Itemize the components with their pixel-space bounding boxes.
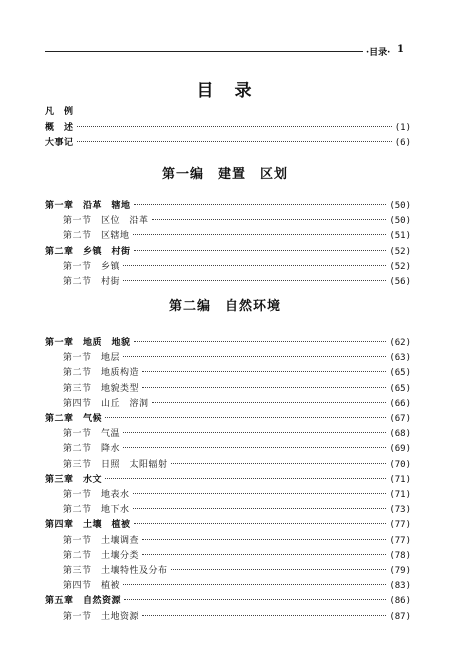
toc-section-entry[interactable] [63,442,411,456]
toc-entry-label: 第三章 水文 [45,475,103,485]
toc-entry-page: (71) [389,490,411,500]
toc-section-entry[interactable] [63,382,411,396]
toc-entry-label: 第三节 日照 太阳辐射 [63,460,168,470]
toc-entry-page: (6) [394,138,411,148]
toc-entry-label: 第一章 地质 地貌 [45,338,131,348]
toc-entry-label: 第二节 地下水 [63,505,130,515]
toc-entry-page: (86) [389,596,411,606]
toc-chapter-entry[interactable] [45,199,411,213]
dot-leader [171,569,387,570]
dot-leader [77,141,392,142]
toc-section-entry[interactable] [63,458,411,472]
toc-section-entry[interactable] [63,351,411,365]
toc-entry-label: 第一节 土地资源 [63,612,140,622]
toc-entry-page: (52) [389,262,411,272]
toc-title: 目 录 [196,81,254,101]
toc-entry-page: (83) [389,581,411,591]
toc-entry-page: (56) [389,277,411,287]
toc-entry-page: (70) [389,460,411,470]
toc-section-entry[interactable] [63,427,411,441]
dot-leader [142,387,386,388]
toc-entry-label: 第二节 降水 [63,444,121,454]
toc-entry-label: 凡 例 [45,107,74,117]
toc-entry-label: 第一章 沿革 辖地 [45,201,131,211]
dot-leader [77,126,392,127]
toc-entry-page: (65) [389,368,411,378]
toc-chapter-entry[interactable] [45,336,411,350]
toc-section-entry[interactable] [63,214,411,228]
toc-entry-label: 第二节 村街 [63,277,121,287]
toc-entry-label: 第一节 土壤调查 [63,536,140,546]
toc-section-entry[interactable] [63,397,411,411]
dot-leader [133,234,387,235]
header-title: ·目录· [366,48,391,58]
toc-entry-page: (63) [389,353,411,363]
toc-entry-label: 第三节 土壤特性及分布 [63,566,168,576]
dot-leader [123,280,386,281]
toc-section-entry[interactable] [63,610,411,624]
toc-chapter-entry[interactable] [45,412,411,426]
dot-leader [142,554,386,555]
toc-section-entry[interactable] [63,275,411,289]
toc-section-entry[interactable] [63,534,411,548]
toc-chapter-entry[interactable] [45,473,411,487]
toc-entry-page: (69) [389,444,411,454]
dot-leader [105,417,386,418]
toc-entry-label: 大事记 [45,138,74,148]
toc-entry-page: (77) [389,520,411,530]
toc-entry-label: 第二节 地质构造 [63,368,140,378]
toc-entry-page: (62) [389,338,411,348]
toc-entry-page: (73) [389,505,411,515]
toc-entry-page: (67) [389,414,411,424]
toc-chapter-entry[interactable] [45,518,411,532]
dot-leader [123,584,386,585]
toc-entry-label: 第一节 区位 沿革 [63,216,149,226]
toc-entry-page: (65) [389,384,411,394]
toc-section-entry[interactable] [63,503,411,517]
toc-entry-label: 第二节 区辖地 [63,231,130,241]
toc-front-matter-item[interactable] [45,136,411,150]
toc-entry-page: (50) [389,201,411,211]
toc-entry-label: 第四节 山丘 溶洞 [63,399,149,409]
toc-entry-page: (87) [389,612,411,622]
toc-section-entry[interactable] [63,488,411,502]
toc-entry-label: 第一节 地表水 [63,490,130,500]
toc-section-entry[interactable] [63,579,411,593]
toc-entry-label: 第四章 土壤 植被 [45,520,131,530]
toc-entry-page: (1) [394,123,411,133]
dot-leader [123,356,386,357]
dot-leader [123,265,386,266]
header-rule [45,51,363,52]
toc-entry-page: (71) [389,475,411,485]
toc-section-entry[interactable] [63,260,411,274]
toc-entry-page: (51) [389,231,411,241]
toc-section-entry[interactable] [63,366,411,380]
toc-entry-label: 第三节 地貌类型 [63,384,140,394]
dot-leader [123,432,386,433]
toc-entry-page: (66) [389,399,411,409]
toc-section-entry[interactable] [63,564,411,578]
dot-leader [142,615,386,616]
dot-leader [142,539,386,540]
toc-entry-page: (77) [389,536,411,546]
toc-entry-page: (52) [389,247,411,257]
dot-leader [134,341,387,342]
toc-section-entry[interactable] [63,229,411,243]
dot-leader [152,402,387,403]
toc-entry-label: 第二章 气候 [45,414,103,424]
toc-entry-page: (79) [389,566,411,576]
dot-leader [123,447,386,448]
toc-entry-label: 第五章 自然资源 [45,596,122,606]
dot-leader [152,219,387,220]
toc-entry-label: 概 述 [45,123,74,133]
dot-leader [134,250,387,251]
toc-entry-label: 第二章 乡镇 村街 [45,247,131,257]
toc-front-matter-item[interactable] [45,121,411,135]
toc-chapter-entry[interactable] [45,245,411,259]
part-title: 第一编 建置 区划 [161,167,288,182]
dot-leader [142,371,386,372]
part-title: 第二编 自然环境 [168,299,281,314]
toc-front-matter-item[interactable] [45,105,411,119]
dot-leader [105,478,386,479]
toc-entry-label: 第一节 气温 [63,429,121,439]
toc-entry-page: (50) [389,216,411,226]
toc-chapter-entry[interactable] [45,594,411,608]
toc-entry-label: 第二节 土壤分类 [63,551,140,561]
toc-entry-label: 第一节 地层 [63,353,121,363]
toc-entry-page: (68) [389,429,411,439]
dot-leader [133,493,387,494]
toc-section-entry[interactable] [63,549,411,563]
dot-leader [171,463,387,464]
dot-leader [134,523,387,524]
dot-leader [124,599,386,600]
header-page-number: 1 [397,44,404,55]
dot-leader [134,204,387,205]
dot-leader [133,508,387,509]
toc-entry-label: 第四节 植被 [63,581,121,591]
toc-entry-label: 第一节 乡镇 [63,262,121,272]
toc-entry-page: (78) [389,551,411,561]
